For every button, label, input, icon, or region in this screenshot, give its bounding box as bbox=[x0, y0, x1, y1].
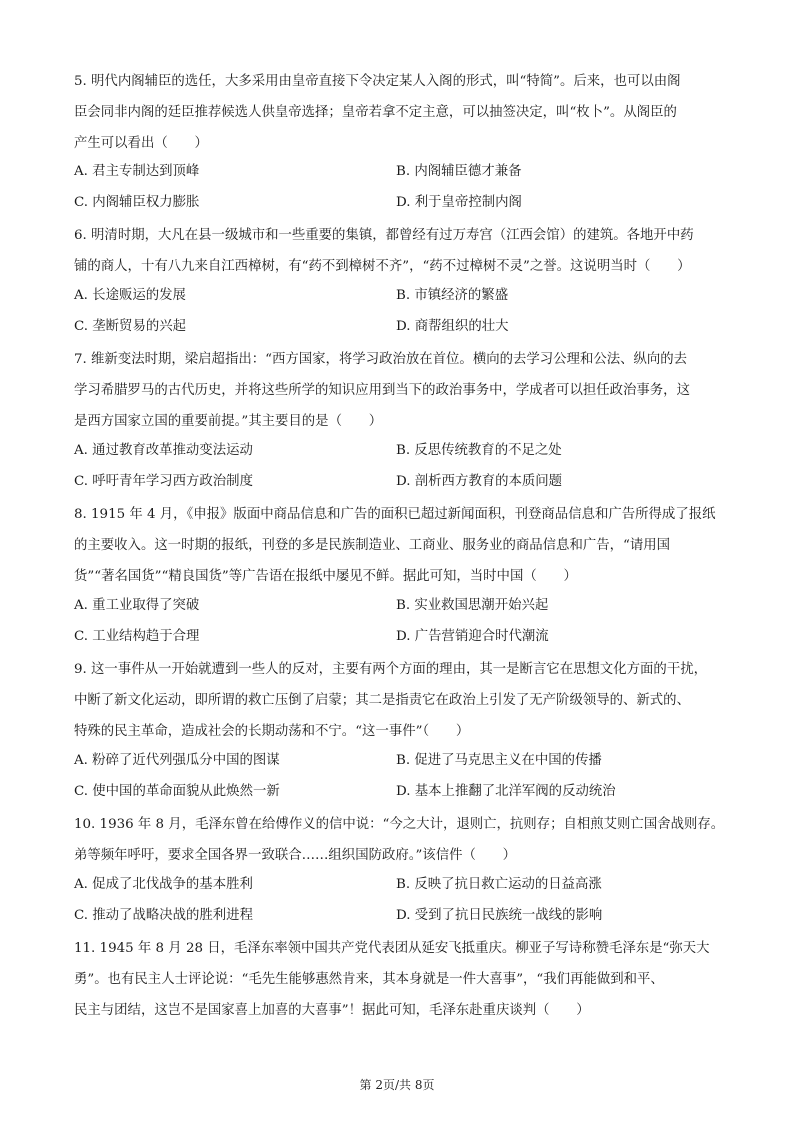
question-9-option-d[interactable]: D. 基本上推翻了北洋军阀的反动统治 bbox=[396, 784, 616, 799]
question-7-line-1: 7. 维新变法时期，梁启超指出：“西方国家，将学习政治放在首位。横向的去学习公理和公法、纵向的去 bbox=[74, 352, 688, 367]
question-9-option-c[interactable]: C. 使中国的革命面貌从此焕然一新 bbox=[74, 784, 280, 799]
question-10-option-d[interactable]: D. 受到了抗日民族统一战线的影响 bbox=[396, 908, 603, 923]
question-7-line-3: 是西方国家立国的重要前提。”其主要目的是（ ） bbox=[74, 414, 383, 429]
question-9-line-1: 9. 这一事件从一开始就遭到一些人的反对，主要有两个方面的理由，其一是断言它在思想文化方面的干扰， bbox=[74, 662, 707, 677]
question-10-option-a[interactable]: A. 促成了北伐战争的基本胜利 bbox=[74, 877, 253, 892]
question-5-option-b[interactable]: B. 内阁辅臣德才兼备 bbox=[396, 164, 522, 179]
question-7-option-a[interactable]: A. 通过教育改革推动变法运动 bbox=[74, 443, 253, 458]
question-5-option-a[interactable]: A. 君主专制达到顶峰 bbox=[74, 164, 200, 179]
question-9-option-a[interactable]: A. 粉碎了近代列强瓜分中国的图谋 bbox=[74, 753, 280, 768]
question-8-option-c[interactable]: C. 工业结构趋于合理 bbox=[74, 629, 200, 644]
question-9-line-2: 中断了新文化运动，即所谓的救亡压倒了启蒙；其二是指责它在政治上引发了无产阶级领导的、新式的、 bbox=[74, 693, 690, 708]
question-9-stem bbox=[74, 654, 724, 747]
question-8-line-1: 8. 1915 年 4 月，《申报》版面中商品信息和广告的面积已超过新闻面积，刊登商品信息和广告所得成了报纸 bbox=[74, 507, 716, 522]
question-5-line-2: 臣会同非内阁的廷臣推荐候选人供皇帝选择；皇帝若拿不定主意，可以抽签决定，叫“枚卜”。从阁臣的 bbox=[74, 105, 677, 120]
question-8-option-a[interactable]: A. 重工业取得了突破 bbox=[74, 598, 200, 613]
question-10-line-1: 10. 1936 年 8 月，毛泽东曾在给傅作义的信中说：“今之大计，退则亡，抗则存；自相煎艾则亡国舍战则存。 bbox=[74, 817, 725, 832]
question-5-option-d[interactable]: D. 利于皇帝控制内阁 bbox=[396, 195, 522, 210]
question-7-line-2: 学习希腊罗马的古代历史，并将这些所学的知识应用到当下的政治事务中，学成者可以担任政治事务，这 bbox=[74, 383, 690, 398]
question-6-option-b[interactable]: B. 市镇经济的繁盛 bbox=[396, 288, 509, 303]
question-6-option-c[interactable]: C. 垄断贸易的兴起 bbox=[74, 319, 187, 334]
page-footer: 第 2页/共 8页 bbox=[359, 1078, 435, 1092]
question-8-stem bbox=[74, 499, 724, 592]
question-6-line-2: 铺的商人，十有八九来自江西樟树，有“药不到樟树不齐”，“药不过樟树不灵”之誉。这说明当时（ ） bbox=[74, 259, 691, 274]
question-8-line-3: 货”“著名国货”“精良国货”等广告语在报纸中屡见不鲜。据此可知，当时中国（ ） bbox=[74, 569, 577, 584]
question-10-option-b[interactable]: B. 反映了抗日救亡运动的日益高涨 bbox=[396, 877, 602, 892]
question-5-option-c[interactable]: C. 内阁辅臣权力膨胀 bbox=[74, 195, 200, 210]
question-11-line-1: 11. 1945 年 8 月 28 日，毛泽东率领中国共产党代表团从延安飞抵重庆。柳亚子写诗称赞毛泽东是“弥天大 bbox=[74, 941, 710, 956]
question-10-stem bbox=[74, 809, 724, 871]
question-6-line-1: 6. 明清时期，大凡在县一级城市和一些重要的集镇，都曾经有过万寿宫（江西会馆）的建筑。各地开中药 bbox=[74, 228, 694, 243]
question-11-stem bbox=[74, 933, 724, 1026]
question-5-stem bbox=[74, 66, 724, 159]
question-10-line-2: 弟等频年呼吁，要求全国各界一致联合……组织国防政府。”该信件（ ） bbox=[74, 848, 517, 863]
question-7-option-c[interactable]: C. 呼吁青年学习西方政治制度 bbox=[74, 474, 253, 489]
question-9-line-3: 特殊的民主革命，造成社会的长期动荡和不宁。“这一事件”（ ） bbox=[74, 724, 470, 739]
question-6-option-d[interactable]: D. 商帮组织的壮大 bbox=[396, 319, 509, 334]
question-10-option-c[interactable]: C. 推动了战略决战的胜利进程 bbox=[74, 908, 253, 923]
question-7-option-b[interactable]: B. 反思传统教育的不足之处 bbox=[396, 443, 562, 458]
question-7-stem bbox=[74, 344, 724, 437]
question-11-line-3: 民主与团结，这岂不是国家喜上加喜的大喜事”！据此可知，毛泽东赴重庆谈判（ ） bbox=[74, 1003, 590, 1018]
question-5-line-3: 产生可以看出（ ） bbox=[74, 136, 208, 151]
question-6-option-a[interactable]: A. 长途贩运的发展 bbox=[74, 288, 186, 303]
question-9-option-b[interactable]: B. 促进了马克思主义在中国的传播 bbox=[396, 753, 602, 768]
question-11-line-2: 勇”。也有民主人士评论说：“毛先生能够惠然肯来，其本身就是一件大喜事”，“我们再能做到和平、 bbox=[74, 972, 664, 987]
question-8-option-d[interactable]: D. 广告营销迎合时代潮流 bbox=[396, 629, 549, 644]
question-8-line-2: 的主要收入。这一时期的报纸，刊登的多是民族制造业、工商业、服务业的商品信息和广告，“请用国 bbox=[74, 538, 671, 553]
question-7-option-d[interactable]: D. 剖析西方教育的本质问题 bbox=[396, 474, 563, 489]
question-8-option-b[interactable]: B. 实业救国思潮开始兴起 bbox=[396, 598, 549, 613]
question-5-line-1: 5. 明代内阁辅臣的选任，大多采用由皇帝直接下令决定某人入阁的形式，叫“特简”。后来，也可以由阁 bbox=[74, 74, 681, 89]
question-6-stem bbox=[74, 220, 724, 282]
